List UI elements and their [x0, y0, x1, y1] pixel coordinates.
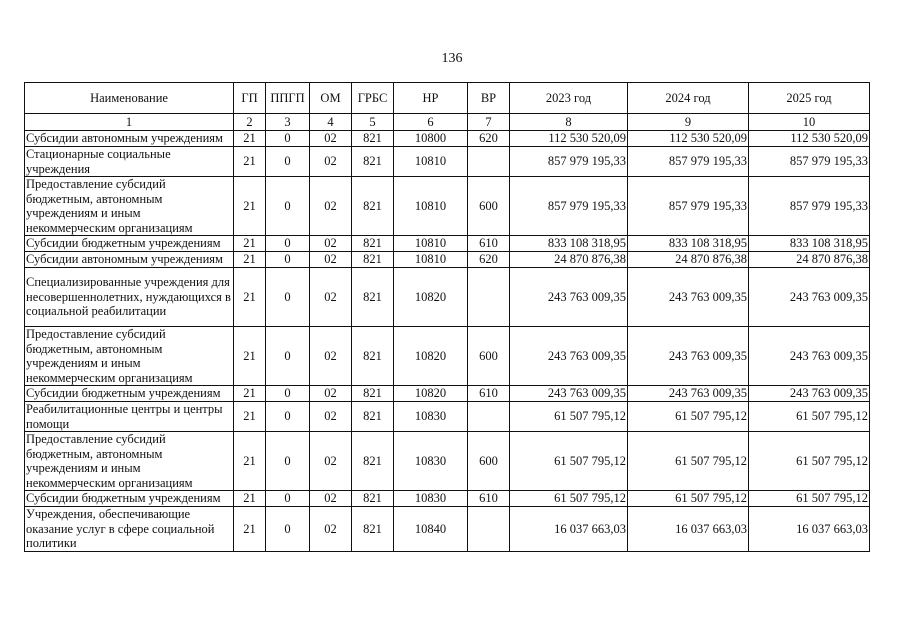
header-ppgp: ППГП — [266, 83, 310, 114]
row-ppgp: 0 — [266, 177, 310, 236]
column-number: 7 — [468, 114, 510, 131]
table-row — [25, 177, 870, 236]
row-2023: 16 037 663,03 — [510, 507, 628, 552]
row-gp: 21 — [234, 386, 266, 402]
table-row — [25, 491, 870, 507]
row-2023: 61 507 795,12 — [510, 491, 628, 507]
row-2025: 243 763 009,35 — [749, 268, 870, 327]
row-grbs: 821 — [352, 236, 394, 252]
row-nr: 10820 — [394, 386, 468, 402]
row-2024: 857 979 195,33 — [628, 147, 749, 177]
row-gp: 21 — [234, 491, 266, 507]
row-grbs: 821 — [352, 507, 394, 552]
row-ppgp: 0 — [266, 147, 310, 177]
row-grbs: 821 — [352, 327, 394, 386]
row-nr: 10810 — [394, 177, 468, 236]
row-name: Субсидии автономным учреждениям — [25, 131, 234, 147]
row-gp: 21 — [234, 327, 266, 386]
row-2025: 243 763 009,35 — [749, 327, 870, 386]
column-number-row — [25, 114, 870, 131]
row-om: 02 — [310, 491, 352, 507]
column-number: 3 — [266, 114, 310, 131]
row-2023: 857 979 195,33 — [510, 147, 628, 177]
header-name: Наименование — [25, 83, 234, 114]
row-vr — [468, 402, 510, 432]
row-grbs: 821 — [352, 177, 394, 236]
row-name: Стационарные социальные учреждения — [25, 147, 234, 177]
header-gp: ГП — [234, 83, 266, 114]
budget-table — [24, 82, 870, 552]
row-om: 02 — [310, 386, 352, 402]
row-vr — [468, 147, 510, 177]
row-2024: 112 530 520,09 — [628, 131, 749, 147]
row-nr: 10830 — [394, 491, 468, 507]
column-number: 1 — [25, 114, 234, 131]
row-om: 02 — [310, 131, 352, 147]
row-2024: 61 507 795,12 — [628, 491, 749, 507]
row-2024: 243 763 009,35 — [628, 386, 749, 402]
row-2023: 243 763 009,35 — [510, 327, 628, 386]
row-om: 02 — [310, 507, 352, 552]
row-gp: 21 — [234, 177, 266, 236]
row-2023: 243 763 009,35 — [510, 268, 628, 327]
row-2025: 61 507 795,12 — [749, 402, 870, 432]
header-2024: 2024 год — [628, 83, 749, 114]
row-name: Субсидии бюджетным учреждениям — [25, 386, 234, 402]
column-number: 5 — [352, 114, 394, 131]
page-number: 136 — [441, 51, 463, 66]
row-name: Субсидии бюджетным учреждениям — [25, 491, 234, 507]
row-ppgp: 0 — [266, 432, 310, 491]
table-row — [25, 507, 870, 552]
row-gp: 21 — [234, 131, 266, 147]
header-row — [25, 83, 870, 114]
row-2024: 857 979 195,33 — [628, 177, 749, 236]
row-2023: 243 763 009,35 — [510, 386, 628, 402]
row-grbs: 821 — [352, 252, 394, 268]
row-ppgp: 0 — [266, 327, 310, 386]
column-number: 6 — [394, 114, 468, 131]
row-vr — [468, 268, 510, 327]
table-body — [25, 131, 870, 552]
column-number: 4 — [310, 114, 352, 131]
column-number: 2 — [234, 114, 266, 131]
row-vr: 600 — [468, 327, 510, 386]
row-om: 02 — [310, 402, 352, 432]
column-number: 10 — [749, 114, 870, 131]
row-vr: 610 — [468, 236, 510, 252]
row-name: Субсидии бюджетным учреждениям — [25, 236, 234, 252]
row-nr: 10810 — [394, 252, 468, 268]
row-2025: 833 108 318,95 — [749, 236, 870, 252]
row-nr: 10820 — [394, 268, 468, 327]
row-grbs: 821 — [352, 131, 394, 147]
table-row — [25, 236, 870, 252]
row-name: Предоставление субсидий бюджетным, автономным учреждениям и иным некоммерческим организациям — [25, 177, 234, 236]
row-name: Предоставление субсидий бюджетным, автономным учреждениям и иным некоммерческим организациям — [25, 327, 234, 386]
row-nr: 10830 — [394, 402, 468, 432]
row-vr: 620 — [468, 252, 510, 268]
column-number: 8 — [510, 114, 628, 131]
row-grbs: 821 — [352, 386, 394, 402]
row-2024: 16 037 663,03 — [628, 507, 749, 552]
row-gp: 21 — [234, 236, 266, 252]
row-2023: 24 870 876,38 — [510, 252, 628, 268]
row-gp: 21 — [234, 268, 266, 327]
row-2024: 243 763 009,35 — [628, 327, 749, 386]
row-2023: 61 507 795,12 — [510, 432, 628, 491]
header-grbs: ГРБС — [352, 83, 394, 114]
row-2023: 833 108 318,95 — [510, 236, 628, 252]
row-2025: 61 507 795,12 — [749, 432, 870, 491]
row-2025: 857 979 195,33 — [749, 147, 870, 177]
row-om: 02 — [310, 252, 352, 268]
row-ppgp: 0 — [266, 491, 310, 507]
row-name: Учреждения, обеспечивающие оказание услуг в сфере социальной политики — [25, 507, 234, 552]
row-om: 02 — [310, 177, 352, 236]
row-om: 02 — [310, 432, 352, 491]
table-row — [25, 252, 870, 268]
header-nr: НР — [394, 83, 468, 114]
header-vr: ВР — [468, 83, 510, 114]
table-row — [25, 432, 870, 491]
row-2025: 857 979 195,33 — [749, 177, 870, 236]
header-2025: 2025 год — [749, 83, 870, 114]
table-row — [25, 402, 870, 432]
row-ppgp: 0 — [266, 507, 310, 552]
row-grbs: 821 — [352, 432, 394, 491]
row-vr: 600 — [468, 177, 510, 236]
table-row — [25, 147, 870, 177]
row-2025: 243 763 009,35 — [749, 386, 870, 402]
row-nr: 10810 — [394, 236, 468, 252]
row-nr: 10810 — [394, 147, 468, 177]
row-ppgp: 0 — [266, 268, 310, 327]
row-2025: 61 507 795,12 — [749, 491, 870, 507]
row-ppgp: 0 — [266, 402, 310, 432]
table-row — [25, 386, 870, 402]
row-2025: 24 870 876,38 — [749, 252, 870, 268]
row-grbs: 821 — [352, 402, 394, 432]
row-grbs: 821 — [352, 491, 394, 507]
row-ppgp: 0 — [266, 252, 310, 268]
row-ppgp: 0 — [266, 131, 310, 147]
row-nr: 10800 — [394, 131, 468, 147]
row-2024: 833 108 318,95 — [628, 236, 749, 252]
row-om: 02 — [310, 327, 352, 386]
row-name: Субсидии автономным учреждениям — [25, 252, 234, 268]
table-row — [25, 327, 870, 386]
row-2023: 112 530 520,09 — [510, 131, 628, 147]
row-2023: 61 507 795,12 — [510, 402, 628, 432]
row-2025: 16 037 663,03 — [749, 507, 870, 552]
row-gp: 21 — [234, 432, 266, 491]
row-om: 02 — [310, 268, 352, 327]
row-vr: 620 — [468, 131, 510, 147]
table-row — [25, 268, 870, 327]
row-2024: 24 870 876,38 — [628, 252, 749, 268]
row-om: 02 — [310, 236, 352, 252]
column-number: 9 — [628, 114, 749, 131]
header-om: ОМ — [310, 83, 352, 114]
row-vr: 610 — [468, 491, 510, 507]
row-2023: 857 979 195,33 — [510, 177, 628, 236]
row-2024: 61 507 795,12 — [628, 432, 749, 491]
row-grbs: 821 — [352, 268, 394, 327]
row-gp: 21 — [234, 507, 266, 552]
row-name: Реабилитационные центры и центры помощи — [25, 402, 234, 432]
row-2025: 112 530 520,09 — [749, 131, 870, 147]
row-2024: 243 763 009,35 — [628, 268, 749, 327]
table-row — [25, 131, 870, 147]
row-om: 02 — [310, 147, 352, 177]
row-nr: 10820 — [394, 327, 468, 386]
row-grbs: 821 — [352, 147, 394, 177]
row-gp: 21 — [234, 147, 266, 177]
row-name: Специализированные учреждения для несовершеннолетних, нуждающихся в социальной реабилитации — [25, 268, 234, 327]
row-vr: 600 — [468, 432, 510, 491]
header-2023: 2023 год — [510, 83, 628, 114]
row-nr: 10840 — [394, 507, 468, 552]
row-ppgp: 0 — [266, 236, 310, 252]
row-vr: 610 — [468, 386, 510, 402]
row-ppgp: 0 — [266, 386, 310, 402]
row-name: Предоставление субсидий бюджетным, автономным учреждениям и иным некоммерческим организациям — [25, 432, 234, 491]
row-gp: 21 — [234, 252, 266, 268]
row-2024: 61 507 795,12 — [628, 402, 749, 432]
row-vr — [468, 507, 510, 552]
row-nr: 10830 — [394, 432, 468, 491]
row-gp: 21 — [234, 402, 266, 432]
